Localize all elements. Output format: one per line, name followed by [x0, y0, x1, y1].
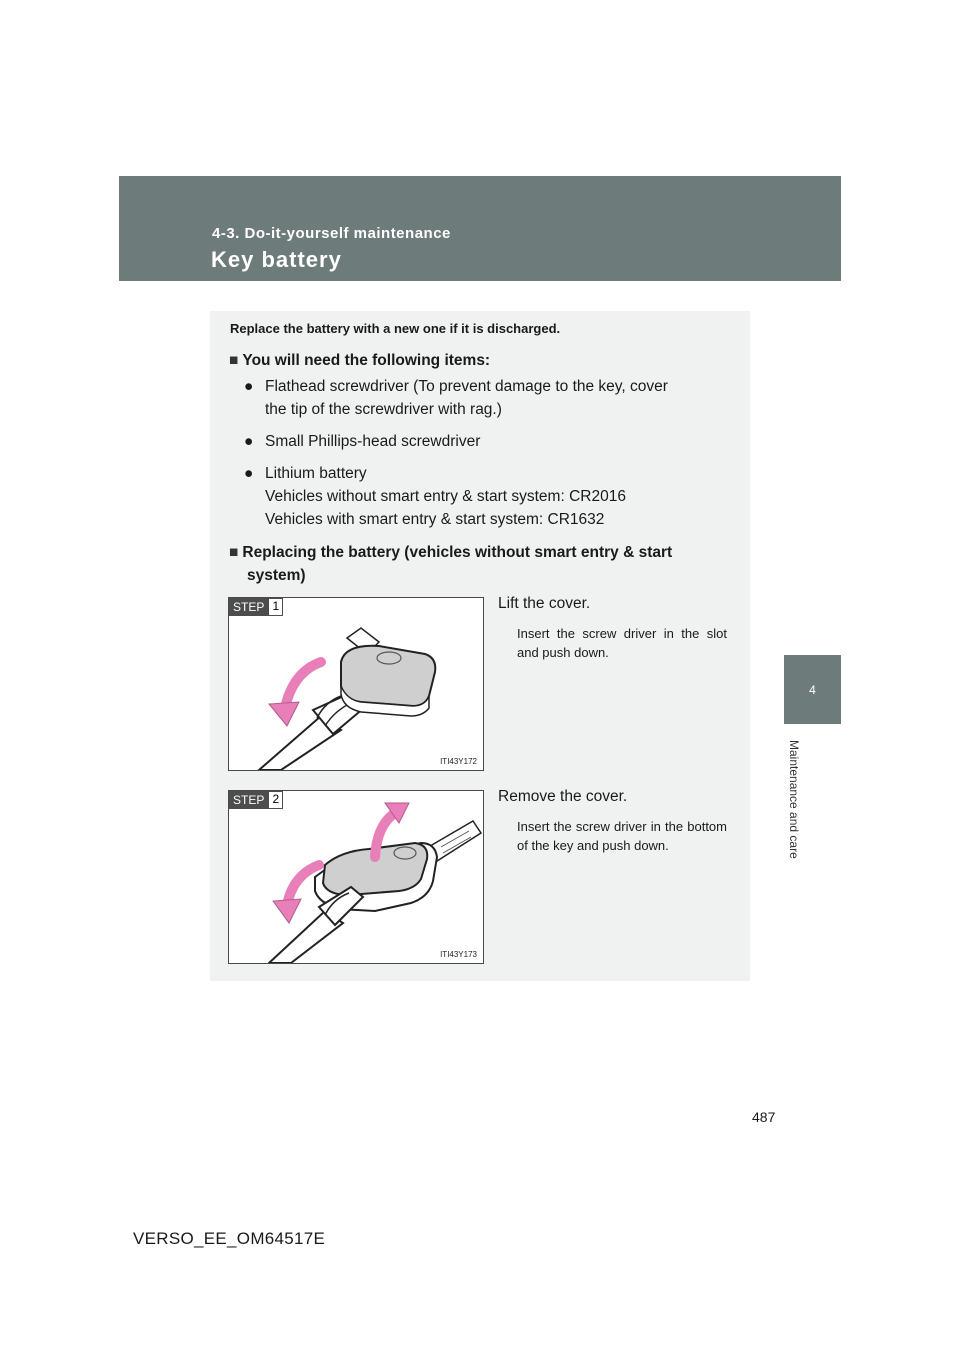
chapter-tab-number: 4	[809, 682, 816, 697]
item-text: Vehicles without smart entry & start system: CR2016	[265, 488, 626, 505]
bullet-dot-icon: ●	[244, 378, 254, 395]
step-number: 2	[268, 791, 283, 809]
square-bullet-icon: ■	[229, 544, 239, 561]
document-code: VERSO_EE_OM64517E	[133, 1229, 326, 1248]
figure-code: ITI43Y173	[440, 950, 477, 959]
step-1-figure	[228, 597, 484, 771]
needed-items-heading	[229, 349, 490, 372]
intro-text: Replace the battery with a new one if it is discharged.	[230, 321, 561, 336]
needed-items-heading-text: You will need the following items:	[242, 352, 491, 369]
chapter-tab-label: Maintenance and care	[787, 740, 801, 859]
item-text: Vehicles with smart entry & start system: CR1632	[265, 511, 605, 528]
step-1-title: Lift the cover.	[498, 595, 591, 612]
item-text: Lithium battery	[265, 465, 367, 482]
step-2-description: Insert the screw driver in the bottom of the key and push down.	[517, 819, 727, 853]
step-number: 1	[268, 598, 283, 616]
chapter-tab[interactable]	[784, 655, 841, 724]
square-bullet-icon: ■	[229, 352, 239, 369]
bullet-dot-icon: ●	[244, 433, 254, 450]
item-text: Flathead screwdriver (To prevent damage to the key, cover	[265, 378, 668, 395]
step-2-badge	[229, 791, 283, 809]
key-lift-cover-illustration	[229, 598, 483, 770]
key-remove-cover-illustration	[229, 791, 483, 963]
chapter-header	[119, 176, 841, 281]
replacing-heading	[229, 541, 729, 587]
step-2-title: Remove the cover.	[498, 788, 628, 805]
content-panel	[210, 311, 750, 981]
item-text: Small Phillips-head screwdriver	[265, 433, 481, 450]
replacing-heading-line2: system)	[247, 567, 306, 584]
page-title: Key battery	[211, 247, 342, 272]
step-1-badge	[229, 598, 283, 616]
step-1-description: Insert the screw driver in the slot and push down.	[517, 626, 727, 660]
item-text: the tip of the screwdriver with rag.)	[265, 401, 502, 418]
step-label: STEP	[229, 598, 268, 616]
page-number: 487	[752, 1109, 776, 1125]
step-2-figure	[228, 790, 484, 964]
list-item	[244, 375, 728, 421]
replacing-heading-line1: Replacing the battery (vehicles without smart entry & start	[242, 544, 673, 561]
bullet-dot-icon: ●	[244, 465, 254, 482]
section-label: 4-3. Do-it-yourself maintenance	[212, 225, 451, 242]
step-label: STEP	[229, 791, 268, 809]
figure-code: ITI43Y172	[440, 757, 477, 766]
